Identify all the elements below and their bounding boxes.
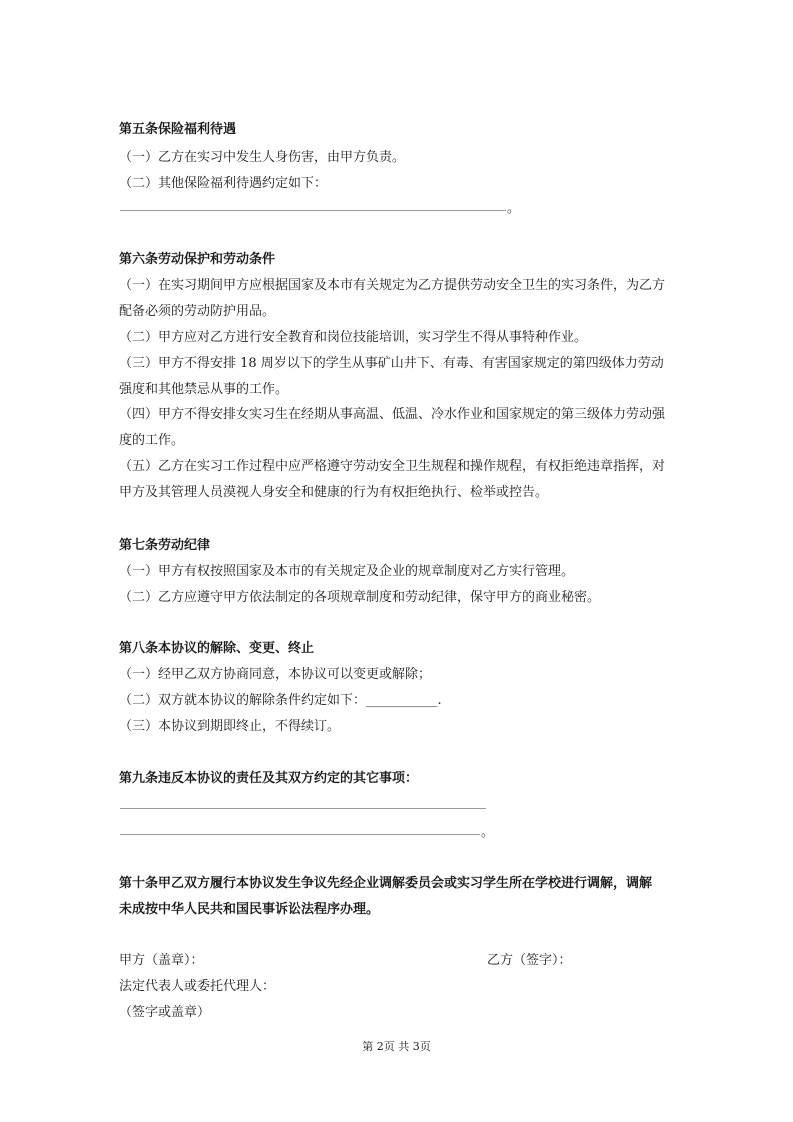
- section-5-fill-in-blank: [120, 210, 506, 211]
- section-5-clause-1: （一）乙方在实习中发生人身伤害，由甲方负责。: [119, 150, 406, 165]
- section-7-clause-1: （一）甲方有权按照国家及本市的有关规定及企业的规章制度对乙方实行管理。: [119, 564, 575, 579]
- section-6-clause-3-line-2: 强度和其他禁忌从事的工作。: [119, 382, 289, 397]
- page-number-footer: 第 2页 共 3页: [362, 1040, 431, 1053]
- party-a-seal-label: 甲方（盖章）：: [119, 953, 204, 968]
- section-9-blank-period: 。: [481, 825, 495, 840]
- section-6-clause-4-line-1: （四）甲方不得安排女实习生在经期从事高温、低温、冷水作业和国家规定的第三级体力劳动强: [119, 407, 666, 422]
- section-8-heading: 第八条本协议的解除、变更、终止: [119, 641, 315, 656]
- section-8-clause-2: （二）双方就本协议的解除条件约定如下：___________.: [119, 693, 442, 708]
- section-6-clause-5-line-1: （五）乙方在实习工作过程中应严格遵守劳动安全卫生规程和操作规程，有权拒绝违章指挥，对: [119, 459, 666, 474]
- section-6-clause-1-line-1: （一）在实习期间甲方应根据国家及本市有关规定为乙方提供劳动安全卫生的实习条件，为乙方: [119, 278, 666, 293]
- section-6-clause-2: （二）甲方应对乙方进行安全教育和岗位技能培训，实习学生不得从事特种作业。: [119, 330, 588, 345]
- section-9-fill-in-blank-1: [120, 808, 486, 809]
- section-7-heading: 第七条劳动纪律: [119, 538, 211, 553]
- sign-or-seal-label: （签字或盖章）: [119, 1005, 211, 1020]
- section-8-clause-1: （一）经甲乙双方协商同意，本协议可以变更或解除；: [119, 667, 432, 682]
- section-10-line-1: 第十条甲乙双方履行本协议发生争议先经企业调解委员会或实习学生所在学校进行调解，调解: [119, 876, 653, 891]
- section-6-clause-3-line-1: （三）甲方不得安排 18 周岁以下的学生从事矿山井下、有毒、有害国家规定的第四级体力劳动: [119, 356, 664, 371]
- section-6-clause-1-line-2: 配备必须的劳动防护用品。: [119, 304, 276, 319]
- section-5-blank-period: 。: [507, 201, 521, 216]
- section-9-fill-in-blank-2: [120, 834, 480, 835]
- section-5-heading: 第五条保险福利待遇: [119, 122, 237, 137]
- legal-representative-label: 法定代表人或委托代理人：: [119, 979, 276, 994]
- section-8-clause-3: （三）本协议到期即终止，不得续订。: [119, 719, 341, 734]
- section-10-line-2: 未成按中华人民共和国民事诉讼法程序办理。: [119, 902, 380, 917]
- section-6-clause-4-line-2: 度的工作。: [119, 433, 185, 448]
- section-5-clause-2: （二）其他保险福利待遇约定如下：: [119, 176, 328, 191]
- section-7-clause-2: （二）乙方应遵守甲方依法制定的各项规章制度和劳动纪律，保守甲方的商业秘密。: [119, 590, 601, 605]
- party-b-signature-label: 乙方（签字）：: [487, 953, 572, 968]
- section-9-heading: 第九条违反本协议的责任及其双方约定的其它事项：: [119, 771, 419, 786]
- section-6-heading: 第六条劳动保护和劳动条件: [119, 252, 276, 267]
- section-6-clause-5-line-2: 甲方及其管理人员漠视人身安全和健康的行为有权拒绝执行、检举或控告。: [119, 485, 549, 500]
